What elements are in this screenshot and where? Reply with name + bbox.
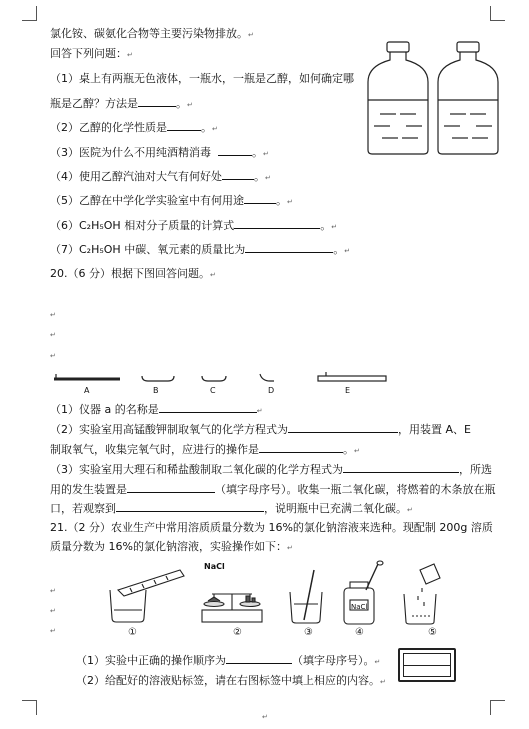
corner-mark-bottom-right <box>490 700 505 715</box>
label-divider <box>403 665 451 666</box>
answer-blank[interactable] <box>218 144 252 156</box>
step-label-4: ④ <box>355 627 364 638</box>
answer-blank[interactable] <box>167 119 201 131</box>
q21-part2: （2）给配好的溶液贴标签，请在右图标签中填上相应的内容。↵ <box>76 674 386 687</box>
q19-lead: 回答下列问题：↵ <box>50 47 133 60</box>
step5-adding-solid-icon <box>404 564 440 624</box>
apparatus-label-c: C <box>210 386 216 395</box>
solution-label-box[interactable] <box>398 648 456 682</box>
q21-part1: （1）实验中正确的操作顺序为 （填字母序号）。↵ <box>76 654 381 667</box>
q19-part6: （6）C₂H₅OH 相对分子质量的计算式 。↵ <box>50 219 338 232</box>
step-label-5: ⑤ <box>428 627 437 638</box>
apparatus-b-icon <box>142 376 174 381</box>
empty-paragraph: ↵ <box>50 587 56 595</box>
answer-blank[interactable] <box>259 441 343 453</box>
q20-title: 20.（6 分）根据下图回答问题。↵ <box>50 267 216 280</box>
answer-blank[interactable] <box>343 461 459 473</box>
apparatus-d-icon <box>260 374 274 381</box>
q19-part7: （7）C₂H₅OH 中碳、氧元素的质量比为 。↵ <box>50 243 351 256</box>
apparatus-c-icon <box>202 376 226 381</box>
q21-line1: 21.（2 分）农业生产中常用溶质质量分数为 16%的氯化钠溶液来选种。现配制 200g 溶质 <box>50 521 493 534</box>
answer-blank[interactable] <box>234 217 320 229</box>
solution-procedure-figure <box>104 560 464 640</box>
apparatus-label-d: D <box>268 386 275 395</box>
answer-blank[interactable] <box>138 95 176 107</box>
apparatus-label-a: A <box>84 386 90 395</box>
apparatus-label-b: B <box>153 386 159 395</box>
bottle-left-icon <box>368 42 428 154</box>
page-footer-mark: ↵ <box>262 713 268 721</box>
step-label-1: ① <box>128 627 137 638</box>
step3-stirring-icon <box>290 570 322 623</box>
q19-part5: （5）乙醇在中学化学实验室中有何用途 。↵ <box>50 194 293 207</box>
q21-line2: 质量分数为 16%的氯化钠溶液，实验操作如下：↵ <box>50 540 293 553</box>
apparatus-e-icon <box>318 372 386 381</box>
empty-paragraph: ↵ <box>50 627 56 635</box>
q20-part2-line1: （2）实验室用高锰酸钾制取氧气的化学方程式为 ，用装置 A、E <box>50 423 471 436</box>
apparatus-a-icon <box>54 374 120 379</box>
q20-part1: （1）仪器 a 的名称是 ↵ <box>50 403 263 416</box>
q20-part3-line3: 口，若观察到 ，说明瓶中已充满二氧化碳。↵ <box>50 502 413 515</box>
q20-part3-line2: 用的发生装置是 （填字母序号）。收集一瓶二氧化碳，将燃着的木条放在瓶 <box>50 483 496 496</box>
answer-blank[interactable] <box>159 401 257 413</box>
nacl-jar-label: NaCl <box>351 603 368 611</box>
empty-paragraph: ↵ <box>50 607 56 615</box>
step-label-2: ② <box>233 627 242 638</box>
corner-mark-bottom-left <box>22 700 37 715</box>
step-label-3: ③ <box>304 627 313 638</box>
q19-part1-line1: （1）桌上有两瓶无色液体，一瓶水，一瓶是乙醇，如何确定哪 <box>50 72 354 85</box>
intro-line: 氯化铵、碳氨化合物等主要污染物排放。↵ <box>50 27 254 40</box>
q19-part4: （4）使用乙醇汽油对大气有何好处 。↵ <box>50 170 271 183</box>
corner-mark-top-right <box>490 6 505 21</box>
empty-paragraph: ↵ <box>50 311 56 319</box>
apparatus-label-e: E <box>345 386 351 395</box>
answer-blank[interactable] <box>288 421 398 433</box>
q20-part2-line2: 制取氧气，收集完氧气时，应进行的操作是 。↵ <box>50 443 360 456</box>
apparatus-figure <box>50 370 400 386</box>
empty-paragraph: ↵ <box>50 352 56 360</box>
step4-jar-spoon-icon <box>344 561 383 624</box>
two-bottles-figure <box>360 38 500 158</box>
answer-blank[interactable] <box>226 652 292 664</box>
step2-balance-icon <box>202 594 262 622</box>
empty-paragraph: ↵ <box>50 331 56 339</box>
answer-blank[interactable] <box>244 192 276 204</box>
q20-part3-line1: （3）实验室用大理石和稀盐酸制取二氧化碳的化学方程式为 ，所选 <box>50 463 492 476</box>
nacl-label: NaCl <box>204 562 225 571</box>
q19-part3: （3）医院为什么不用纯酒精消毒 。↵ <box>50 146 269 159</box>
answer-blank[interactable] <box>222 168 254 180</box>
answer-blank[interactable] <box>245 241 333 253</box>
bottle-right-icon <box>438 42 498 154</box>
answer-blank[interactable] <box>127 481 215 493</box>
q19-part1-line2: 瓶是乙醇？方法是 。↵ <box>50 97 193 110</box>
answer-blank[interactable] <box>116 500 264 512</box>
q19-part2: （2）乙醇的化学性质是 。↵ <box>50 121 218 134</box>
step1-pouring-icon <box>110 570 184 622</box>
corner-mark-top-left <box>22 6 37 21</box>
